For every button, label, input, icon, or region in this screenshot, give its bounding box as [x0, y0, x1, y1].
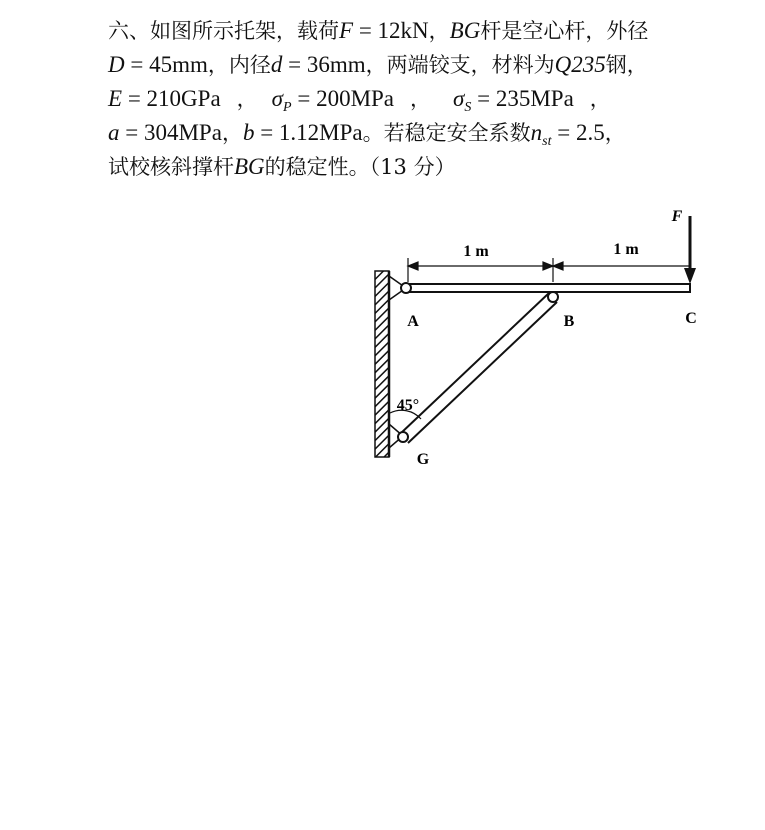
inner-diameter-symbol: d	[270, 52, 283, 77]
bar-name: BG	[234, 154, 265, 179]
problem-statement	[108, 14, 708, 184]
point-G-label: G	[416, 451, 430, 468]
text: 试校核斜撑杆	[108, 155, 234, 179]
load-symbol: F	[339, 18, 354, 43]
safety-factor-subscript: st	[542, 134, 552, 149]
wall-support	[375, 271, 389, 457]
sigma-s-subscript: S	[464, 100, 472, 115]
equals: =	[353, 18, 378, 43]
modulus-value: 210GPa	[146, 86, 221, 111]
pin-A	[401, 283, 411, 293]
text: 钢，	[605, 53, 648, 77]
text: 杆是空心杆，外径	[480, 19, 649, 43]
comma: ，	[236, 87, 258, 111]
equals: =	[119, 120, 144, 145]
equals: =	[122, 86, 147, 111]
problem-line-4	[108, 116, 708, 150]
pin-G	[398, 432, 408, 442]
outer-diameter-value: 45mm	[149, 52, 208, 77]
material-grade: Q235	[554, 52, 606, 77]
sigma-p-symbol: σ	[271, 86, 284, 111]
beam-AC	[406, 284, 690, 292]
coefficient-a-symbol: a	[108, 120, 120, 145]
dimension-BC-label: 1 m	[613, 241, 639, 258]
problem-line-3	[108, 82, 708, 116]
bracket-diagram	[360, 200, 705, 475]
load-value: 12kN	[377, 18, 429, 43]
text: ，内径	[207, 53, 271, 77]
text: 六、如图所示托架，载荷	[108, 19, 339, 43]
coefficient-a-value: 304MPa	[143, 120, 222, 145]
comma: ，	[410, 87, 432, 111]
problem-line-2	[108, 48, 708, 82]
equals: =	[254, 120, 279, 145]
pin-B	[548, 292, 558, 302]
sigma-s-value: 235MPa	[495, 86, 574, 111]
problem-line-5	[108, 150, 708, 184]
problem-line-1	[108, 14, 708, 48]
load-label: F	[671, 208, 683, 225]
load-arrow	[684, 216, 696, 284]
coefficient-b-value: 1.12MPa	[278, 120, 363, 145]
equals: =	[291, 86, 317, 111]
safety-factor-symbol: n	[530, 120, 543, 145]
point-A-label: A	[407, 313, 419, 330]
sigma-s-symbol: σ	[453, 86, 465, 111]
text: 的稳定性。（13 分）	[264, 155, 456, 179]
sigma-p-subscript: P	[283, 100, 292, 115]
outer-diameter-symbol: D	[108, 52, 125, 77]
coefficient-b-symbol: b	[242, 120, 255, 145]
point-C-label: C	[685, 310, 697, 327]
equals: =	[471, 86, 496, 111]
equals: =	[282, 52, 307, 77]
text: ，两端铰支，材料为	[365, 53, 555, 77]
dimension-AB-label: 1 m	[463, 243, 489, 260]
angle-label: 45°	[396, 397, 420, 414]
equals: =	[124, 52, 150, 77]
comma: ，	[604, 121, 626, 145]
dimension-lines	[408, 258, 690, 282]
equals: =	[551, 120, 576, 145]
point-B-label: B	[563, 313, 575, 330]
bar-name: BG	[449, 18, 481, 43]
inner-diameter-value: 36mm	[306, 52, 366, 77]
comma: ，	[589, 87, 611, 111]
strut-BG	[400, 293, 557, 443]
text: ，	[428, 19, 450, 43]
sigma-p-value: 200MPa	[316, 86, 395, 111]
safety-factor-value: 2.5	[575, 120, 605, 145]
modulus-symbol: E	[108, 86, 123, 111]
text: 。若稳定安全系数	[362, 121, 531, 145]
comma: ，	[221, 121, 243, 145]
